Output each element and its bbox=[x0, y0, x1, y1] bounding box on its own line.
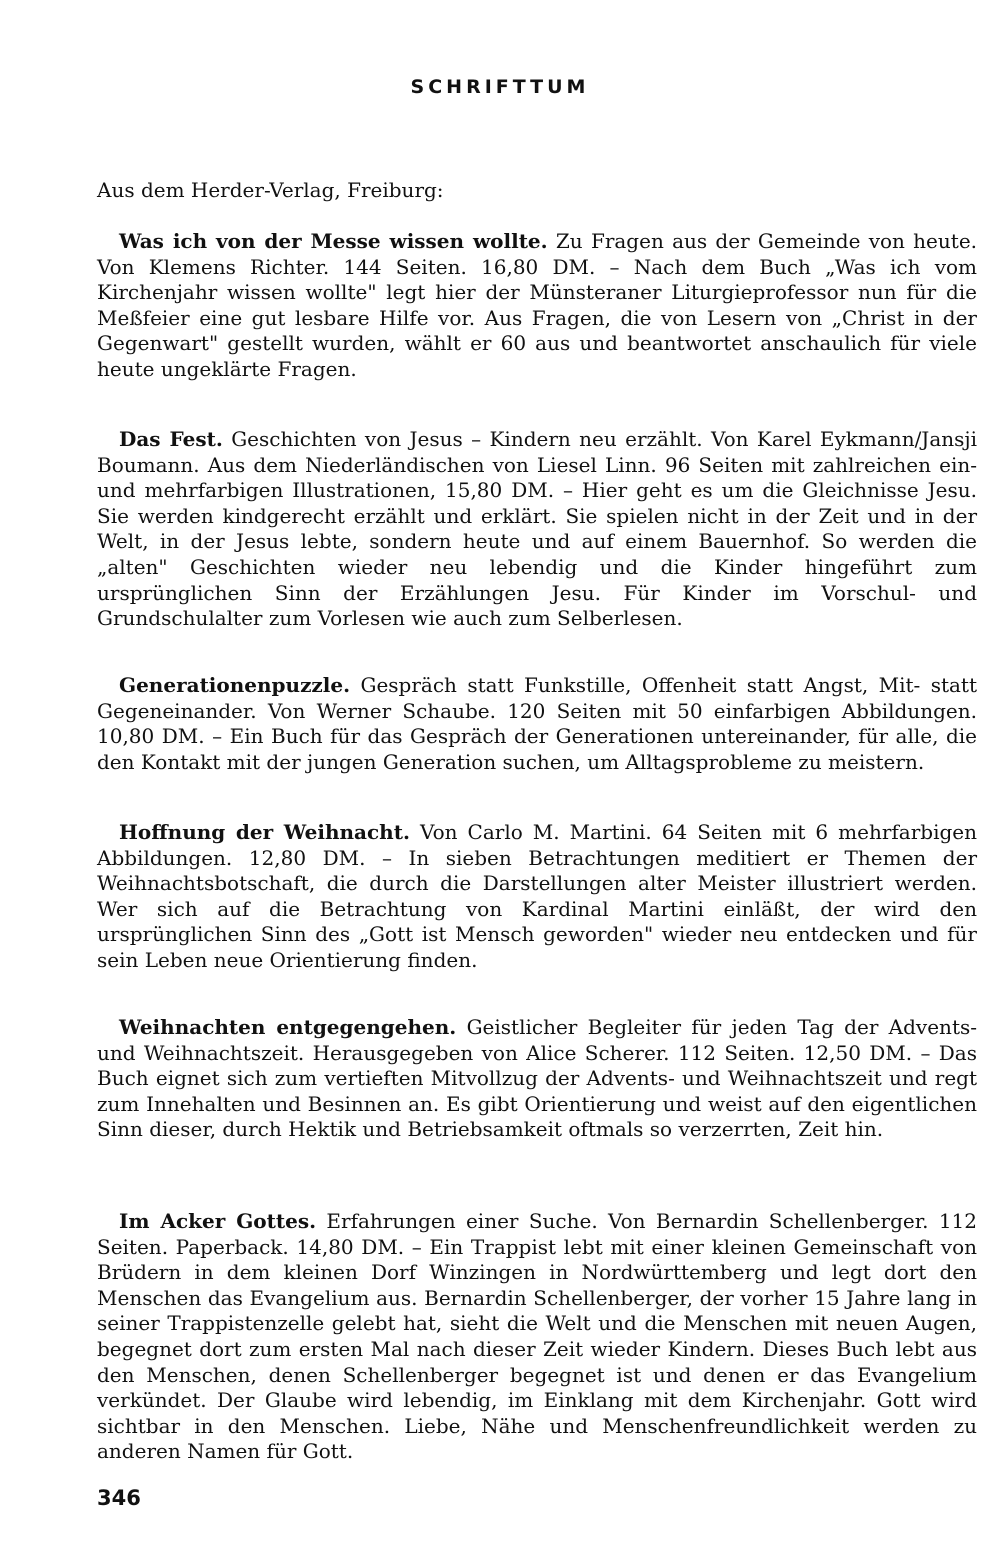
publisher-line: Aus dem Herder-Verlag, Freiburg: bbox=[97, 178, 444, 202]
book-title: Was ich von der Messe wissen wollte. bbox=[119, 229, 548, 253]
page-number: 346 bbox=[97, 1486, 141, 1510]
book-title: Im Acker Gottes. bbox=[119, 1209, 317, 1233]
book-entry bbox=[97, 1015, 977, 1143]
book-entry bbox=[97, 427, 977, 632]
book-title: Generationenpuzzle. bbox=[119, 673, 351, 697]
book-description: Geistlicher Begleiter für jeden Tag der Advents- und Weihnachtszeit. Herausgegeben von Alice Scherer. 112 Seiten. 12,50 DM. – Das Buch eignet sich zum vertieften Mitvollzug der Advents- und Weihnachtszeit und regt zum Innehalten und Besinnen an. Es gibt Orientierung und weist auf den eigentlichen Sinn dieser, durch Hektik und Betriebsamkeit oftmals so verzerrten, Zeit hin. bbox=[97, 1015, 977, 1142]
book-entry bbox=[97, 1209, 977, 1465]
book-title: Weihnachten entgegengehen. bbox=[119, 1015, 457, 1039]
book-title: Das Fest. bbox=[119, 427, 223, 451]
book-description: Von Carlo M. Martini. 64 Seiten mit 6 mehrfarbigen Abbildungen. 12,80 DM. – In sieben Betrachtungen meditiert er Themen der Weihnachtsbotschaft, die durch die Darstellungen alter Meister illustriert werden. Wer sich auf die Betrachtung von Kardinal Martini einläßt, der wird den ursprünglichen Sinn des „Gott ist Mensch geworden" wieder neu entdecken und für sein Leben neue Orientierung finden. bbox=[97, 820, 978, 972]
book-description: Zu Fragen aus der Gemeinde von heute. Von Klemens Richter. 144 Seiten. 16,80 DM. – Nach dem Buch „Was ich vom Kirchenjahr wissen wollte" legt hier der Münsteraner Liturgieprofessor nun für die Meßfeier eine gut lesbare Hilfe vor. Aus Fragen, die von Lesern von „Christ in der Gegenwart" gestellt wurden, wählt er 60 aus und beantwortet anschaulich für viele heute ungeklärte Fragen. bbox=[97, 229, 978, 381]
book-description: Erfahrungen einer Suche. Von Bernardin Schellenberger. 112 Seiten. Paperback. 14,80 DM. – Ein Trappist lebt mit einer kleinen Gemeinschaft von Brüdern in dem kleinen Dorf Winzingen in Nordwürttemberg und legt dort den Menschen das Evangelium aus. Bernardin Schellenberger, der vorher 15 Jahre lang in seiner Trappistenzelle gelebt hat, sieht die Welt und die Menschen mit neuen Augen, begegnet dort zum ersten Mal nach dieser Zeit wieder Kindern. Dieses Buch lebt aus den Menschen, denen Schellenberger begegnet ist und denen er das Evangelium verkündet. Der Glaube wird lebendig, im Einklang mit dem Kirchenjahr. Gott wird sichtbar in den Menschen. Liebe, Nähe und Menschenfreundlichkeit werden zu anderen Namen für Gott. bbox=[97, 1209, 977, 1464]
book-entry bbox=[97, 820, 977, 974]
book-description: Geschichten von Jesus – Kindern neu erzählt. Von Karel Eykmann/Jansji Boumann. Aus dem Niederländischen von Liesel Linn. 96 Seiten mit zahlreichen ein- und mehrfarbigen Illustrationen, 15,80 DM. – Hier geht es um die Gleichnisse Jesu. Sie werden kindgerecht erzählt und erklärt. Sie spielen nicht in der Zeit und in der Welt, in der Jesus lebte, sondern heute und auf einem Bauernhof. So werden die „alten" Geschichten wieder neu lebendig und die Kinder hingeführt zum ursprünglichen Sinn der Erzählungen Jesu. Für Kinder im Vorschul- und Grundschulalter zum Vorlesen wie auch zum Selberlesen. bbox=[97, 427, 977, 631]
book-entry bbox=[97, 673, 977, 775]
book-entry bbox=[97, 229, 977, 383]
book-description: Gespräch statt Funkstille, Offenheit statt Angst, Mit- statt Gegeneinander. Von Werner Schaube. 120 Seiten mit 50 einfarbigen Abbildungen. 10,80 DM. – Ein Buch für das Gespräch der Generationen untereinander, für alle, die den Kontakt mit der jungen Generation suchen, um Alltagsprobleme zu meistern. bbox=[97, 673, 977, 774]
page-heading: SCHRIFTTUM bbox=[410, 76, 590, 98]
book-title: Hoffnung der Weihnacht. bbox=[119, 820, 410, 844]
